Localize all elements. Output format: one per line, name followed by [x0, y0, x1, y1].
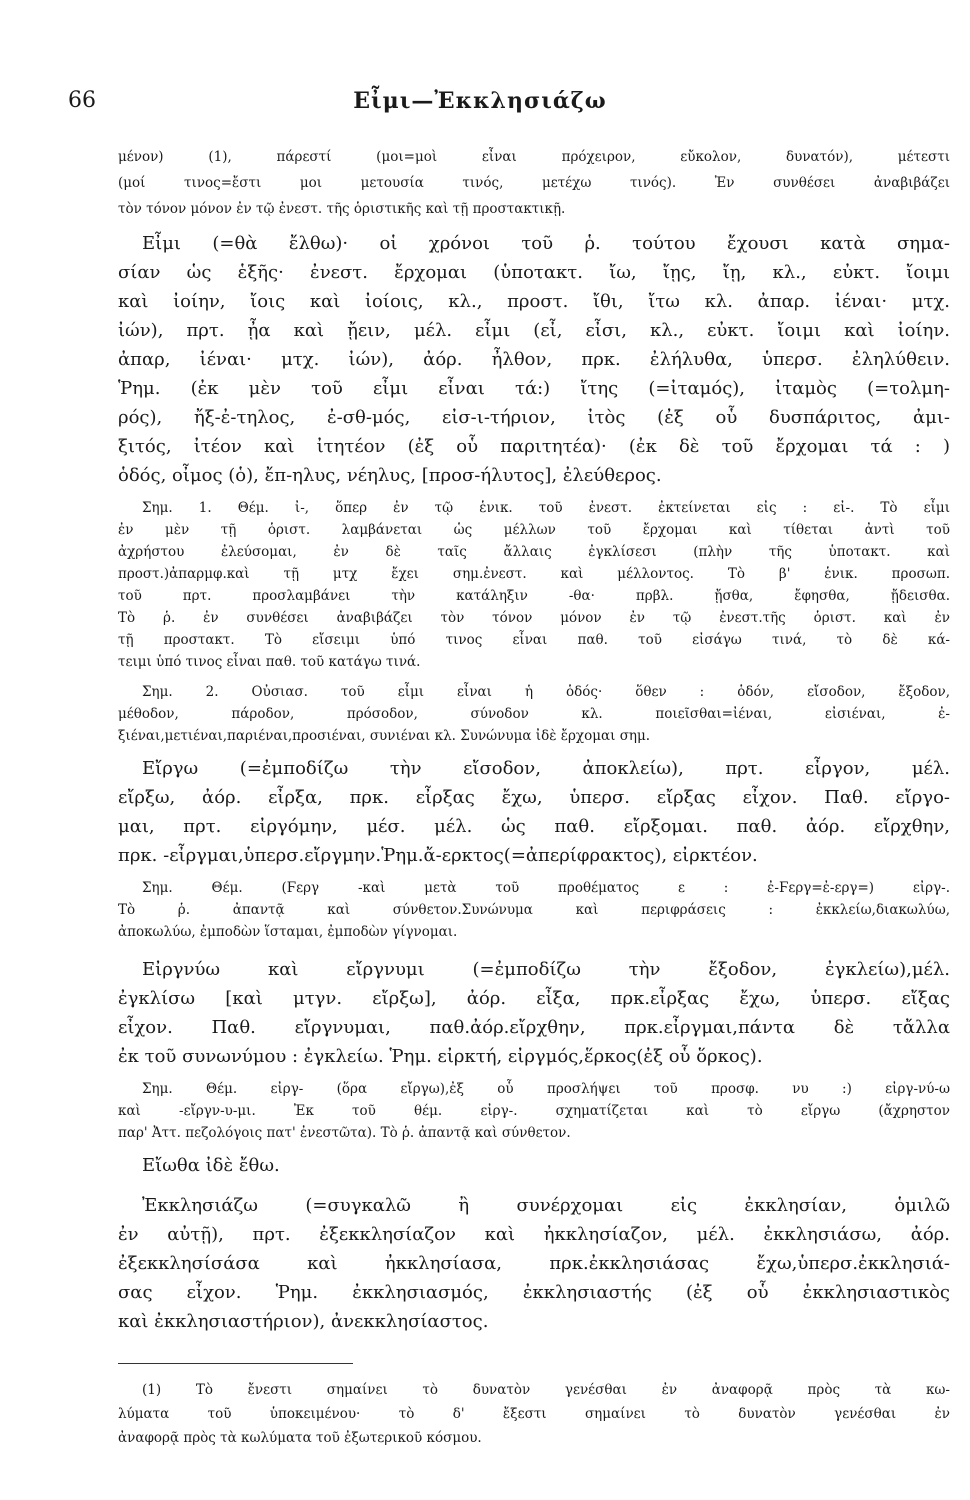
- text-line: εἴρξω, ἀόρ. εἶρξα, πρκ. εἶρξας ἔχω, ὑπερσ. εἴρξας εἶχον. Παθ. εἴργο-: [118, 787, 950, 808]
- text-line: Ῥημ. (ἐκ μὲν τοῦ εἶμι εἶναι τά:) ἴτης (=ἰταμός), ἰταμὸς (=τολμη-: [118, 378, 950, 399]
- text-line: καὶ ἐκκλησιαστήριον), ἀνεκκλησίαστος.: [118, 1311, 489, 1332]
- text-line: ἰών), πρτ. ᾖα καὶ ᾔειν, μέλ. εἶμι (εἶ, εἶσι, κλ., εὐκτ. ἴοιμι καὶ ἰοίην.: [118, 320, 950, 341]
- note-line: Σημ. 1. Θέμ. ἰ-, ὅπερ ἐν τῷ ἑνικ. τοῦ ἐνεστ. ἐκτείνεται εἰς : εἰ-. Τὸ εἶμι: [142, 500, 950, 516]
- running-title: Εἶμι—Ἐκκλησιάζω: [353, 88, 607, 114]
- note-line: τειμι ὑπό τινος εἶναι παθ. τοῦ κατάγω τινά.: [118, 654, 421, 670]
- text-line: μένον) (1), πάρεστί (μοι=μοὶ εἶναι πρόχειρον, εὔκολον, δυνατόν), μέτεστι: [118, 149, 950, 165]
- text-line: ἐξεκκλησίσάσα καὶ ἠκκλησίασα, πρκ.ἐκκλησιάσας ἔχω,ὑπερσ.ἐκκλησιά-: [118, 1253, 950, 1274]
- text-line: Ἐκκλησιάζω (=συγκαλῶ ἢ συνέρχομαι εἰς ἐκκλησίαν, ὁμιλῶ: [142, 1195, 950, 1216]
- text-line: Εἰργνύω καὶ εἴργνυμι (=ἐμποδίζω τὴν ἔξοδον, ἐγκλείω),μέλ.: [142, 959, 950, 980]
- text-line: ρός), ἤξ-ἐ-τηλος, ἐ-σθ-μός, εἰσ-ι-τήριον, ἰτὸς (ἐξ οὗ δυσπάριτος, ἀμι-: [118, 407, 950, 428]
- note-line: Τὸ ῥ. ἀπαντᾷ καὶ σύνθετον.Συνώνυμα καὶ περιφράσεις : ἐκκλείω,διακωλύω,: [118, 902, 950, 918]
- text-line: τὸν τόνον μόνον ἐν τῷ ἐνεστ. τῆς ὁριστικῆς καὶ τῇ προστακτικῇ.: [118, 201, 566, 217]
- text-line: ὁδός, οἶμος (ὁ), ἔπ-ηλυς, νέηλυς, [προσ-ήλυτος], ἐλεύθερος.: [118, 465, 662, 486]
- note-line: καὶ -εἴργν-υ-μι. Ἐκ τοῦ θέμ. εἰργ-. σχηματίζεται καὶ τὸ εἴργω (ἄχρηστον: [118, 1103, 950, 1119]
- note-line: ἀποκωλύω, ἐμποδὼν ἵσταμαι, ἐμποδὼν γίγνομαι.: [118, 924, 458, 940]
- footnote-separator: [118, 1363, 353, 1364]
- text-line: (μοί τινος=ἔστι μοι μετουσία τινός, μετέχω τινός). Ἐν συνθέσει ἀναβιβάζει: [118, 175, 950, 191]
- note-line: Σημ. 2. Οὐσιασ. τοῦ εἶμι εἶναι ἡ ὁδός· ὅθεν : ὁδόν, εἴσοδον, ἔξοδον,: [142, 684, 950, 700]
- text-line: Εἴωθα ἰδὲ ἔθω.: [142, 1155, 280, 1176]
- page-header: [60, 88, 900, 124]
- text-line: σίαν ὡς ἑξῆς· ἐνεστ. ἔρχομαι (ὑποτακτ. ἴω, ἴῃς, ἴῃ, κλ., εὐκτ. ἴοιμι: [118, 262, 950, 283]
- note-line: παρ' Ἀττ. πεζολόγοις πατ' ἐνεστῶτα). Τὸ ῥ. ἀπαντᾷ καὶ σύνθετον.: [118, 1125, 571, 1141]
- footnote-line: λύματα τοῦ ὑποκειμένου· τὸ δ' ἔξεστι σημαίνει τὸ δυνατὸν γενέσθαι ἐν: [118, 1406, 950, 1422]
- note-line: Σημ. Θέμ. (Ϝεργ -καὶ μετὰ τοῦ προθέματος ε : ἐ-Ϝεργ=ἐ-εργ=) εἰργ-.: [142, 880, 950, 896]
- note-line: τῇ προστακτ. Τὸ εἴσειμι ὑπό τινος εἶναι παθ. τοῦ εἰσάγω τινά, τὸ δὲ κά-: [118, 632, 950, 648]
- text-line: ἀπαρ, ἰέναι· μτχ. ἰών), ἀόρ. ἦλθον, πρκ. ἐλήλυθα, ὑπερσ. ἐληλύθειν.: [118, 349, 950, 370]
- note-line: ἐν μὲν τῇ ὁριστ. λαμβάνεται ὡς μέλλων τοῦ ἔρχομαι καὶ τίθεται ἀντὶ τοῦ: [118, 522, 950, 538]
- text-line: ξιτός, ἰτέον καὶ ἰτητέον (ἐξ οὗ παριτητέα)· (ἐκ δὲ τοῦ ἔρχομαι τά : ): [118, 436, 950, 457]
- note-line: Τὸ ῥ. ἐν συνθέσει ἀναβιβάζει τὸν τόνον μόνον ἐν τῷ ἐνεστ.τῆς ὁριστ. καὶ ἐν: [118, 610, 950, 626]
- text-line: Εἶμι (=θὰ ἔλθω)· οἱ χρόνοι τοῦ ῥ. τούτου ἔχουσι κατὰ σημα-: [142, 233, 950, 254]
- text-line: ἐγκλίσω [καὶ μτγν. εἴρξω], ἀόρ. εἶξα, πρκ.εἶρξας ἔχω, ὑπερσ. εἴξας: [118, 988, 950, 1009]
- text-line: ἐκ τοῦ συνωνύμου : ἐγκλείω. Ῥημ. εἰρκτή, εἰργμός,ἕρκος(ἐξ οὗ ὅρκος).: [118, 1046, 763, 1067]
- footnote-line: (1) Τὸ ἔνεστι σημαίνει τὸ δυνατὸν γενέσθαι ἐν ἀναφορᾷ πρὸς τὰ κω-: [142, 1382, 950, 1398]
- text-line: μαι, πρτ. εἰργόμην, μέσ. μέλ. ὡς παθ. εἴρξομαι. παθ. ἀόρ. εἴρχθην,: [118, 816, 950, 837]
- note-line: Σημ. Θέμ. εἰργ- (ὅρα εἴργω),ἐξ οὗ προσλήψει τοῦ προσφ. νυ :) εἰργ-νύ-ω: [142, 1081, 950, 1097]
- footnote-line: ἀναφορᾷ πρὸς τὰ κωλύματα τοῦ ἐξωτερικοῦ κόσμου.: [118, 1430, 482, 1446]
- note-line: μέθοδον, πάροδον, πρόσοδον, σύνοδον κλ. ποιεῖσθαι=ἰέναι, εἰσιέναι, ἐ-: [118, 706, 950, 722]
- text-line: ἐν αὐτῇ), πρτ. ἐξεκκλησίαζον καὶ ἠκκλησίαζον, μέλ. ἐκκλησιάσω, ἀόρ.: [118, 1224, 950, 1245]
- text-line: εἶχον. Παθ. εἴργνυμαι, παθ.ἀόρ.εἴρχθην, πρκ.εἶργμαι,πάντα δὲ τἄλλα: [118, 1017, 950, 1038]
- note-line: ξιέναι,μετιέναι,παριέναι,προσιέναι, συνιέναι κλ. Συνώνυμα ἰδὲ ἔρχομαι σημ.: [118, 728, 651, 744]
- text-line: πρκ. -εἶργμαι,ὑπερσ.εἴργμην.Ῥημ.ἄ-ερκτος(=ἀπερίφρακτος), εἰρκτέον.: [118, 845, 758, 866]
- text-line: καὶ ἰοίην, ἴοις καὶ ἰοίοις, κλ., προστ. ἴθι, ἴτω κλ. ἀπαρ. ἰέναι· μτχ.: [118, 291, 950, 312]
- text-line: σας εἶχον. Ῥημ. ἐκκλησιασμός, ἐκκλησιαστής (ἐξ οὗ ἐκκλησιαστικὸς: [118, 1282, 950, 1303]
- text-line: Εἴργω (=ἐμποδίζω τὴν εἴσοδον, ἀποκλείω), πρτ. εἶργον, μέλ.: [142, 758, 950, 779]
- note-line: ἀχρήστου ἐλεύσομαι, ἐν δὲ ταῖς ἄλλαις ἐγκλίσεσι (πλὴν τῆς ὑποτακτ. καὶ: [118, 544, 950, 560]
- note-line: τοῦ πρτ. προσλαμβάνει τὴν κατάληξιν -θα· πρβλ. ᾔσθα, ἔφησθα, ᾔδεισθα.: [118, 588, 950, 604]
- note-line: προστ.)ἀπαρμφ.καὶ τῇ μτχ ἔχει σημ.ἐνεστ. καὶ μέλλοντος. Τὸ β' ἑνικ. προσωπ.: [118, 566, 950, 582]
- page-number: 66: [68, 88, 96, 113]
